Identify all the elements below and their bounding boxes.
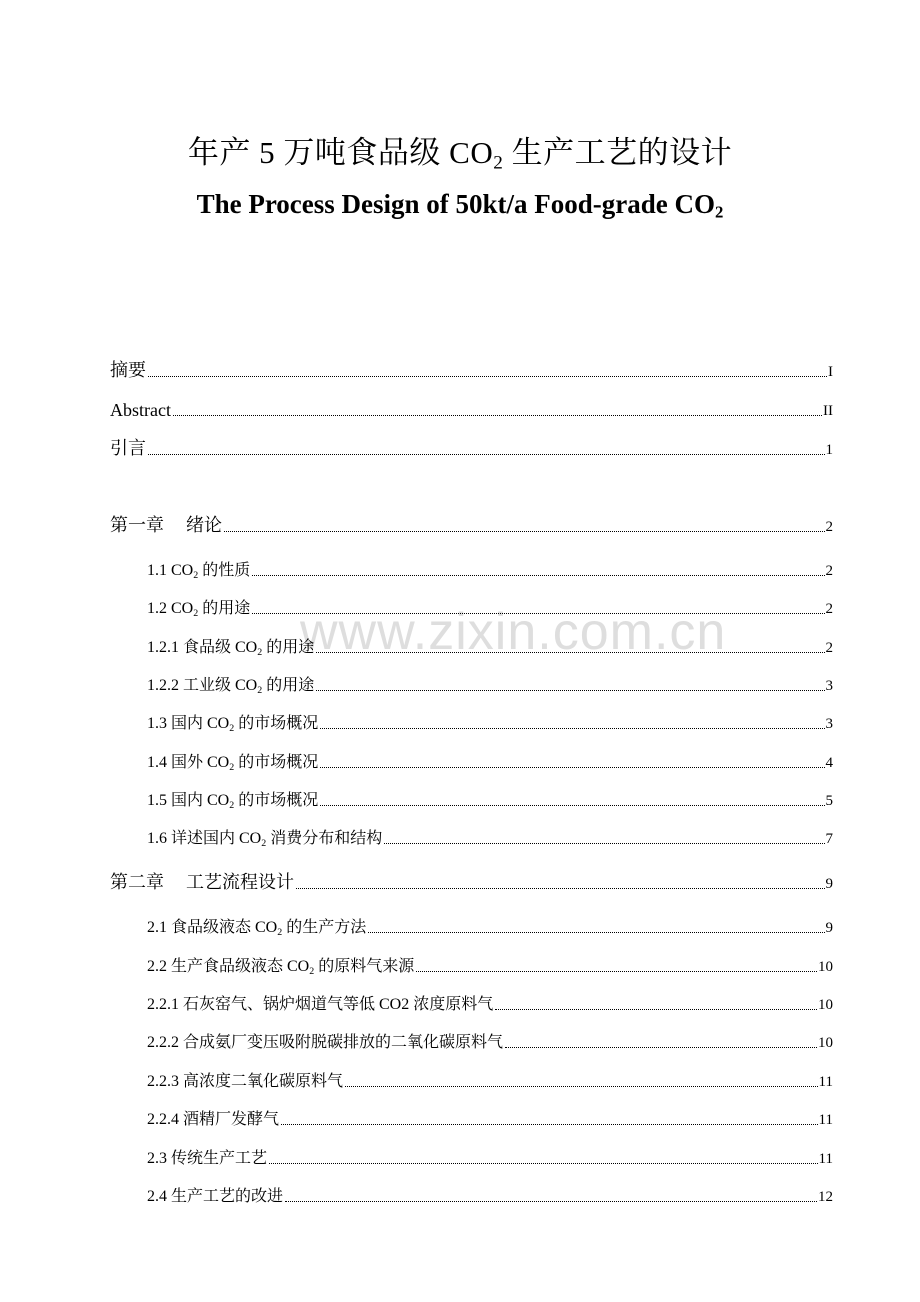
toc-dot-leader [320, 805, 824, 806]
toc-entry-label: 引言 [110, 438, 146, 459]
toc-dot-leader [148, 376, 827, 377]
title-cn-text: 年产 5 万吨食品级 CO [187, 135, 494, 170]
toc-entry-1-3[interactable] [147, 709, 833, 735]
toc-entry-2-2-1[interactable] [147, 990, 833, 1016]
chapter-title: 工艺流程设计 [186, 872, 294, 893]
toc-entry-label: 1.2.1 食品级 $CO_2$ 的用途 [147, 639, 315, 658]
toc-page-number: 7 [825, 831, 833, 847]
toc-entry-label: 摘要 [110, 360, 146, 381]
toc-dot-leader [320, 728, 824, 729]
toc-entry-label: 1.2 $CO_2$ 的用途 [147, 600, 251, 619]
toc-entry-label: 2.2.1 石灰窑气、锅炉烟道气等低 CO2 浓度原料气 [147, 996, 494, 1013]
title-cn-text-end: 生产工艺的设计 [503, 135, 733, 170]
toc-entry-1-2[interactable] [147, 594, 833, 620]
toc-entry-label: 1.2.2 工业级 $CO_2$ 的用途 [147, 677, 315, 696]
toc-entry-label: 2.1 食品级液态 $CO_2$ 的生产方法 [147, 919, 367, 938]
toc-entry-label [110, 871, 294, 895]
toc-entry-1-2-1[interactable] [147, 633, 833, 659]
chapter-title: 绪论 [186, 515, 222, 536]
toc-page-number: 11 [818, 1074, 833, 1090]
toc-entry-label [110, 514, 222, 538]
toc-page-number: 10 [818, 959, 833, 975]
toc-entry-label: 1.3 国内 $CO_2$ 的市场概况 [147, 715, 319, 734]
toc-page-number: 2 [825, 601, 833, 617]
toc-entry-label: 2.3 传统生产工艺 [147, 1150, 268, 1167]
toc-entry-1-6[interactable] [147, 824, 833, 850]
toc-dot-leader [320, 767, 824, 768]
toc-dot-leader [281, 1124, 818, 1125]
toc-page-number: 10 [818, 997, 833, 1013]
toc-dot-leader [416, 971, 817, 972]
toc-page-number: 5 [825, 793, 833, 809]
toc-page-number: 3 [825, 716, 833, 732]
toc-page-number: I [828, 364, 833, 380]
toc-entry-2-3[interactable] [147, 1144, 833, 1170]
toc-entry-2-2[interactable] [147, 952, 833, 978]
toc-dot-leader [224, 531, 825, 532]
toc-page-number: 1 [825, 442, 833, 458]
toc-page-number: 4 [825, 755, 833, 771]
toc-dot-leader [173, 415, 822, 416]
toc-dot-leader [252, 575, 824, 576]
toc-entry-label: Abstract [110, 400, 171, 420]
document-title-chinese [0, 130, 920, 176]
toc-page-number: 10 [818, 1035, 833, 1051]
toc-entry-label: 1.6 详述国内 $CO_2$ 消费分布和结构 [147, 830, 383, 849]
toc-entry-chapter-1[interactable] [110, 512, 833, 538]
toc-entry-label: 2.2.3 高浓度二氧化碳原料气 [147, 1073, 344, 1090]
toc-dot-leader [368, 932, 824, 933]
toc-dot-leader [285, 1201, 817, 1202]
toc-entry-label: 1.1 $CO_2$ 的性质 [147, 562, 251, 581]
title-en-subscript: 2 [715, 202, 724, 222]
toc-page-number: 9 [825, 876, 833, 892]
toc-page-number: 2 [825, 563, 833, 579]
toc-page-number: 3 [825, 678, 833, 694]
title-en-text: The Process Design of 50kt/a Food-grade CO [196, 189, 716, 219]
toc-entry-abstract-cn[interactable] [110, 357, 833, 383]
toc-page-number: 11 [818, 1151, 833, 1167]
toc-entry-chapter-2[interactable] [110, 869, 833, 895]
watermark: www.zixin.com.cn [300, 603, 727, 661]
toc-entry-2-2-3[interactable] [147, 1067, 833, 1093]
toc-dot-leader [345, 1086, 818, 1087]
toc-entry-2-2-4[interactable] [147, 1105, 833, 1131]
toc-page-number: 11 [818, 1112, 833, 1128]
toc-page-number: 12 [818, 1189, 833, 1205]
toc-entry-1-1[interactable] [147, 556, 833, 582]
toc-page-number: 2 [825, 640, 833, 656]
toc-dot-leader [384, 843, 824, 844]
toc-dot-leader [505, 1047, 817, 1048]
toc-dot-leader [316, 652, 824, 653]
toc-dot-leader [252, 613, 824, 614]
toc-dot-leader [495, 1009, 817, 1010]
toc-entry-label: 2.4 生产工艺的改进 [147, 1188, 284, 1205]
chapter-number: 第二章 [110, 872, 164, 893]
document-title-english [0, 184, 920, 224]
toc-entry-2-4[interactable] [147, 1182, 833, 1208]
toc-entry-abstract-en[interactable] [110, 396, 833, 422]
toc-entry-introduction[interactable] [110, 435, 833, 461]
title-cn-subscript: 2 [493, 152, 504, 174]
toc-page-number: 2 [825, 519, 833, 535]
toc-entry-label: 2.2 生产食品级液态 $CO_2$ 的原料气来源 [147, 958, 415, 977]
toc-dot-leader [296, 888, 825, 889]
toc-entry-label: 2.2.4 酒精厂发酵气 [147, 1111, 280, 1128]
toc-dot-leader [316, 690, 824, 691]
toc-entry-label: 2.2.2 合成氨厂变压吸附脱碳排放的二氧化碳原料气 [147, 1034, 504, 1051]
chapter-number: 第一章 [110, 515, 164, 536]
toc-page-number: II [823, 403, 833, 419]
toc-entry-label: 1.4 国外 $CO_2$ 的市场概况 [147, 754, 319, 773]
toc-entry-2-1[interactable] [147, 913, 833, 939]
toc-entry-2-2-2[interactable] [147, 1028, 833, 1054]
toc-entry-label: 1.5 国内 $CO_2$ 的市场概况 [147, 792, 319, 811]
toc-dot-leader [269, 1163, 818, 1164]
toc-entry-1-5[interactable] [147, 786, 833, 812]
toc-entry-1-2-2[interactable] [147, 671, 833, 697]
toc-page-number: 9 [825, 920, 833, 936]
toc-dot-leader [148, 454, 825, 455]
toc-entry-1-4[interactable] [147, 748, 833, 774]
